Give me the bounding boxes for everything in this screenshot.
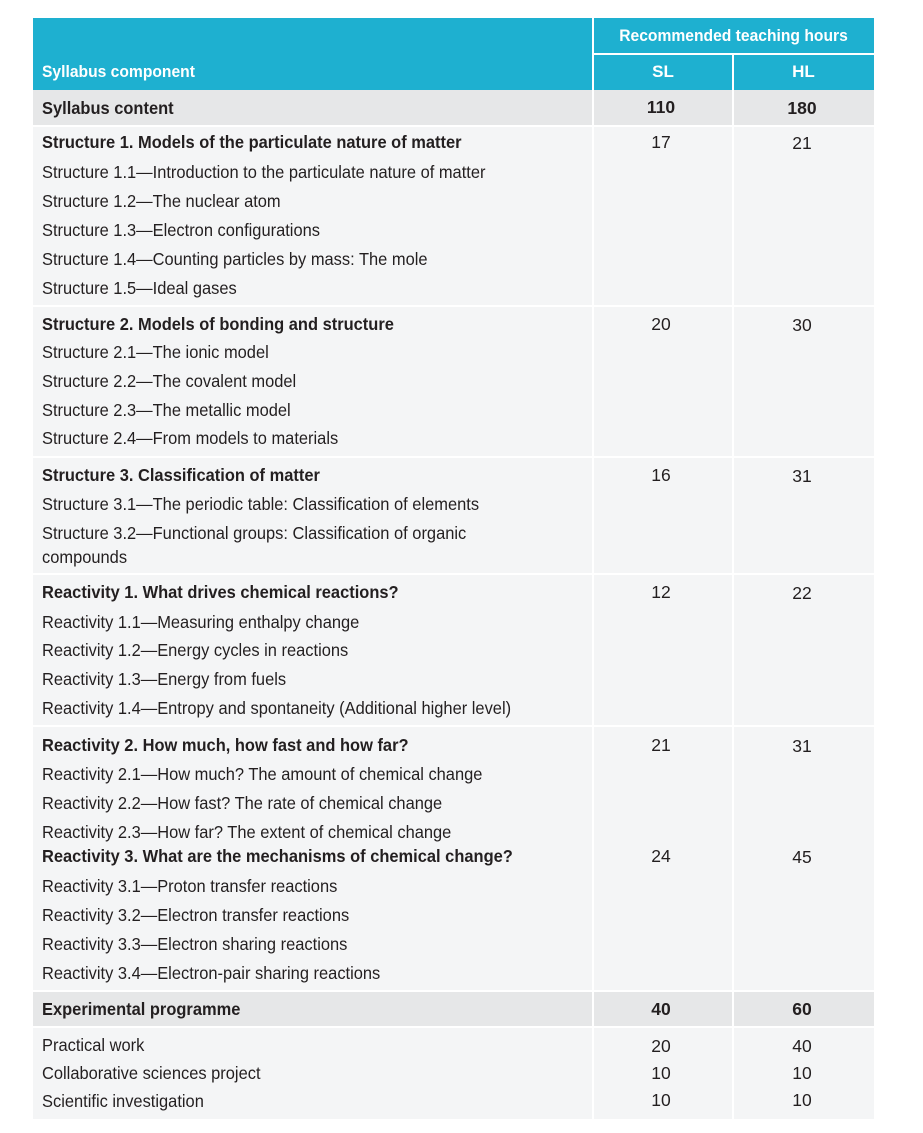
group-sl-hours: 20 bbox=[651, 314, 671, 334]
experimental-items bbox=[33, 1028, 874, 1119]
table-row-sl: 20 bbox=[651, 1036, 671, 1056]
table-header bbox=[33, 18, 874, 90]
list-item: Reactivity 3.4—Electron-pair sharing reactions bbox=[42, 963, 381, 983]
table-row-hl: 40 bbox=[792, 1036, 812, 1056]
syllabus-content-row bbox=[33, 90, 874, 125]
group-hl-hours: 31 bbox=[792, 736, 812, 756]
list-item: Reactivity 2.2—How fast? The rate of chemical change bbox=[42, 793, 443, 813]
list-item: Reactivity 1.2—Energy cycles in reactions bbox=[42, 640, 349, 660]
list-item: Structure 1.4—Counting particles by mass: The mole bbox=[42, 249, 428, 269]
header-divider bbox=[593, 53, 874, 55]
list-item: Structure 1.5—Ideal gases bbox=[42, 278, 237, 298]
group-title: Reactivity 1. What drives chemical reactions? bbox=[42, 582, 399, 602]
table-row-hl: 10 bbox=[792, 1063, 812, 1083]
group-hl-hours: 21 bbox=[792, 133, 812, 153]
group-sl-hours: 21 bbox=[651, 735, 671, 755]
list-item: Structure 1.1—Introduction to the particulate nature of matter bbox=[42, 162, 486, 182]
group-row bbox=[33, 575, 874, 725]
syllabus-content-hl: 180 bbox=[787, 98, 817, 118]
list-item: Reactivity 2.1—How much? The amount of chemical change bbox=[42, 764, 483, 784]
list-item: Reactivity 3.3—Electron sharing reactions bbox=[42, 934, 348, 954]
group-sl-hours: 12 bbox=[651, 582, 671, 602]
group-hl-hours: 45 bbox=[792, 847, 812, 867]
list-item: compounds bbox=[42, 547, 128, 567]
syllabus-content-sl: 110 bbox=[646, 97, 676, 117]
list-item: Reactivity 3.1—Proton transfer reactions bbox=[42, 876, 338, 896]
list-item: Structure 1.3—Electron configurations bbox=[42, 220, 320, 240]
list-item: Reactivity 2.3—How far? The extent of chemical change bbox=[42, 822, 452, 842]
group-row bbox=[33, 127, 874, 305]
group-title: Structure 1. Models of the particulate nature of matter bbox=[42, 132, 462, 152]
group-title: Structure 3. Classification of matter bbox=[42, 465, 320, 485]
table-row-label: Collaborative sciences project bbox=[42, 1063, 261, 1083]
group-hl-hours: 31 bbox=[792, 466, 812, 486]
experimental-programme-row bbox=[33, 992, 874, 1026]
group-sl-hours: 17 bbox=[651, 132, 671, 152]
column-divider bbox=[592, 90, 594, 1119]
group-title: Structure 2. Models of bonding and structure bbox=[42, 314, 394, 334]
list-item: Structure 2.1—The ionic model bbox=[42, 342, 269, 362]
group-row bbox=[33, 458, 874, 573]
list-item: Structure 3.2—Functional groups: Classification of organic bbox=[42, 523, 467, 543]
group-sl-hours: 24 bbox=[651, 846, 671, 866]
list-item: Structure 2.4—From models to materials bbox=[42, 428, 339, 448]
syllabus-content-label: Syllabus content bbox=[42, 98, 174, 118]
list-item: Structure 2.2—The covalent model bbox=[42, 371, 297, 391]
column-divider bbox=[732, 90, 734, 1119]
group-title: Reactivity 3. What are the mechanisms of chemical change? bbox=[42, 846, 513, 866]
sl-heading: SL bbox=[652, 62, 674, 81]
group-hl-hours: 22 bbox=[792, 583, 812, 603]
list-item: Structure 3.1—The periodic table: Classification of elements bbox=[42, 494, 480, 514]
experimental-programme-label: Experimental programme bbox=[42, 999, 241, 1019]
table-row-label: Scientific investigation bbox=[42, 1091, 204, 1111]
group-sl-hours: 16 bbox=[651, 465, 671, 485]
table-row-sl: 10 bbox=[651, 1063, 671, 1083]
recommended-hours-heading: Recommended teaching hours bbox=[619, 26, 848, 45]
list-item: Structure 2.3—The metallic model bbox=[42, 400, 291, 420]
hl-heading: HL bbox=[792, 62, 815, 81]
list-item: Reactivity 1.3—Energy from fuels bbox=[42, 669, 287, 689]
group-row bbox=[33, 307, 874, 456]
table-row-label: Practical work bbox=[42, 1035, 145, 1055]
list-item: Reactivity 1.1—Measuring enthalpy change bbox=[42, 612, 360, 632]
group-hl-hours: 30 bbox=[792, 315, 812, 335]
syllabus-component-heading: Syllabus component bbox=[42, 62, 195, 81]
list-item: Structure 1.2—The nuclear atom bbox=[42, 191, 281, 211]
group-title: Reactivity 2. How much, how fast and how far? bbox=[42, 735, 409, 755]
experimental-sl: 40 bbox=[651, 999, 671, 1019]
list-item: Reactivity 1.4—Entropy and spontaneity (Additional higher level) bbox=[42, 698, 512, 718]
list-item: Reactivity 3.2—Electron transfer reactions bbox=[42, 905, 350, 925]
table-row-sl: 10 bbox=[651, 1090, 671, 1110]
table-row-hl: 10 bbox=[792, 1090, 812, 1110]
experimental-hl: 60 bbox=[792, 999, 812, 1019]
header-divider bbox=[732, 54, 734, 90]
syllabus-table bbox=[33, 18, 874, 1119]
group-row bbox=[33, 727, 874, 990]
